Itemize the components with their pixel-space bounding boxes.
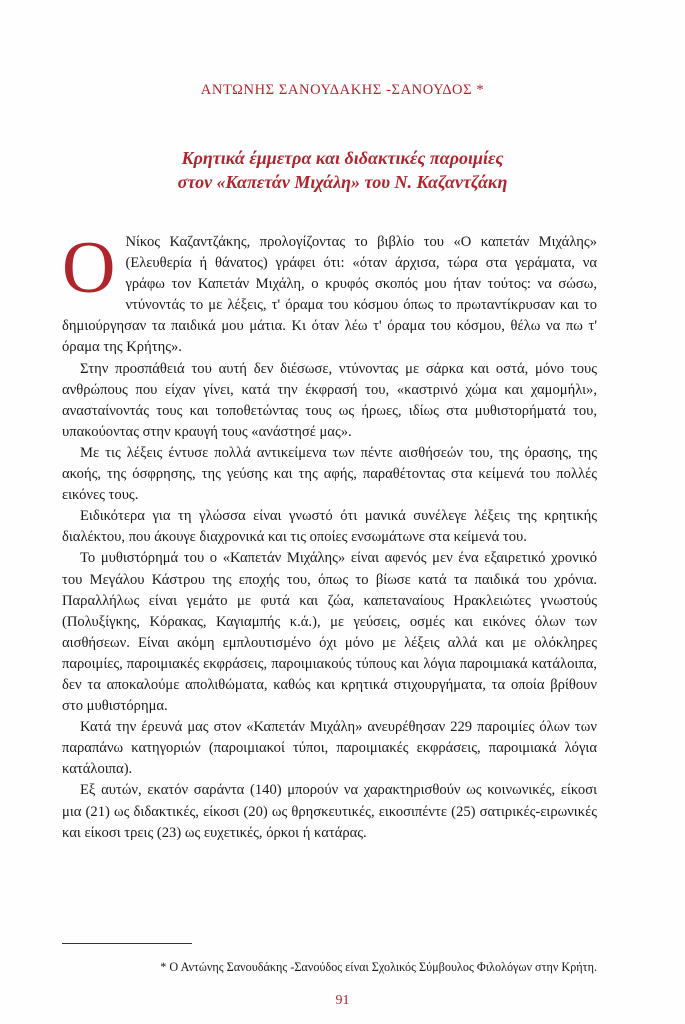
paragraph-1 <box>62 227 597 359</box>
paragraph-2: Στην προσπάθειά του αυτή δεν διέσωσε, ντύνοντας με σάρκα και οστά, μόνο τους ανθρώπους που είχαν γίνει, κατά την έκφρασή του, «καστρινό χώμα και χαμομήλι», ανασταίνοντάς τους και τοποθετώντας τους ως ήρωες, ιδίως στα μυθιστορήματά του, υπακούοντας στην κραυγή τους «ανάστησέ μας». <box>62 360 597 440</box>
paragraph-5: Το μυθιστόρημά του ο «Καπετάν Μιχάλης» είναι αφενός μεν ένα εξαιρετικό χρονικό του Μεγάλου Κάστρου της εποχής του, όπως το βίωσε κατά τα παιδικά του χρόνια. Παραλλήλως είναι γεμάτο με φυτά και ζώα, καπεταναίους Ηρακλειώτες γνωστούς (Πολυξίγκης, Κόρακας, Καγιαμπής κ.ά.), με γεύσεις, οσμές και εικόνες όλων των αισθήσεων. Είναι ακόμη εμπλουτισμένο όχι μόνο με λέξεις αλλά και με ολόκληρες παροιμίες, παροιμιακές εκφράσεις, παροιμιακούς τύπους και λόγια παροιμιακά κατάλοιπα, δεν τα αποκαλούμε απολιθώματα, καθώς και κρητικά στιχουργήματα, τα οποία βρίθουν στο μυθιστόρημα. <box>62 550 597 715</box>
footnote-divider <box>62 943 192 944</box>
article-body <box>62 227 597 844</box>
page-number: 91 <box>335 993 350 1008</box>
author-name: ΑΝΤΩΝΗΣ ΣΑΝΟΥΔΑΚΗΣ -ΣΑΝΟΥΔΟΣ * <box>200 82 485 98</box>
paragraph-7: Εξ αυτών, εκατόν σαράντα (140) μπορούν να χαρακτηρισθούν ως κοινωνικές, είκοσι μια (21) ως διδακτικές, είκοσι (20) ως θρησκευτικές, εικοσιπέντε (25) σατιρικές-ειρωνικές και είκοσι τρεις (23) ως ευχετικές, όρκοι ή κατάρας. <box>62 782 597 841</box>
footnote: * Ο Αντώνης Σανουδάκης -Σανούδος είναι Σχολικός Σύμβουλος Φιλολόγων στην Κρήτη. <box>160 960 597 974</box>
article-title <box>0 146 685 194</box>
paragraph-3: Με τις λέξεις έντυσε πολλά αντικείμενα των πέντε αισθήσεών του, της όρασης, της ακοής, της όσφρησης, της γεύσης και της αφής, παραθέτοντας στα κείμενά του πολλές εικόνες τους. <box>62 444 597 504</box>
drop-cap: Ο <box>62 227 116 309</box>
paragraph-1-text: Νίκος Καζαντζάκης, προλογίζοντας το βιβλίο του «Ο καπετάν Μιχάλης» (Ελευθερία ή θάνατος) γράφει ότι: «όταν άρχισα, τώρα στα γεράματα, να γράφω τον Καπετάν Μιχάλη, ο κρυφός σκοπός μου ήταν τούτος: να σώσω, ντύνοντάς το με λέξεις, τ' όραμα του κόσμου όπως το πρωταντίκρυσαν και το δημιούργησαν τα παιδικά μου μάτια. Κι όταν λέω τ' όραμα του κόσμου, θέλω να πω τ' όραμα της Κρήτης». <box>62 234 597 356</box>
title-line-2: στον «Καπετάν Μιχάλη» του Ν. Καζαντζάκη <box>177 172 508 192</box>
paragraph-4: Ειδικότερα για τη γλώσσα είναι γνωστό ότι μανικά συνέλεγε λέξεις της κρητικής διαλέκτου, που άκουγε διαχρονικά και τις οποίες ενσωμάτωνε στα κείμενά του. <box>62 508 597 546</box>
paragraph-6: Κατά την έρευνά μας στον «Καπετάν Μιχάλη» ανευρέθησαν 229 παροιμίες όλων των παραπάνω κατηγοριών (παροιμιακοί τύποι, παροιμιακές εκφράσεις, παροιμιακά λόγια κατάλοιπα). <box>62 719 597 778</box>
title-line-1: Κρητικά έμμετρα και διδακτικές παροιμίες <box>181 148 504 168</box>
